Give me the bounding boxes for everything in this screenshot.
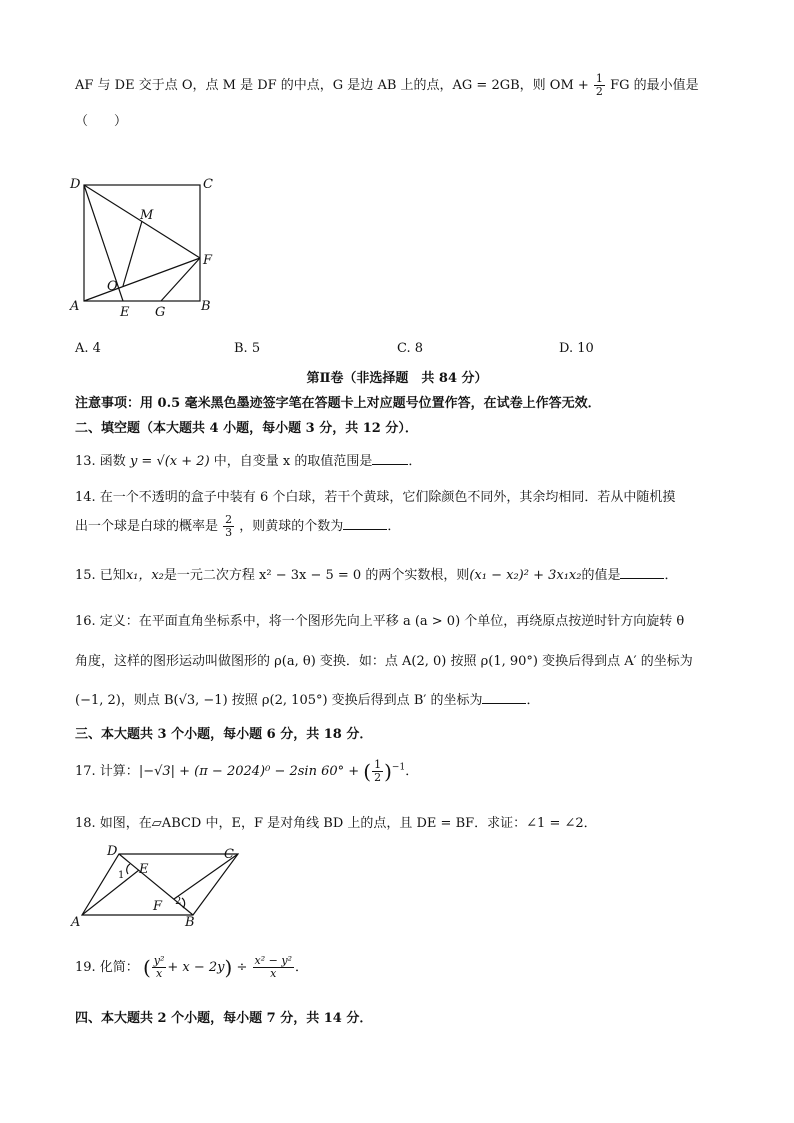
q12-stem-tail: FG 的最小值是 [610, 78, 699, 93]
q13-prefix: 13. 函数 [75, 454, 130, 469]
notice-text: 注意事项：用 0.5 毫米黑色墨迹签字笔在答题卡上对应题号位置作答，在试卷上作答无效． [75, 396, 601, 411]
q12-fraction [594, 73, 605, 98]
q19-f1-num: y² [153, 954, 165, 967]
q19-f2-num: x² − y² [254, 954, 292, 967]
q17-prefix: 17. 计算： [75, 764, 139, 779]
q13-blank[interactable] [372, 452, 408, 465]
q17-paren-close: ) [384, 759, 392, 784]
label-f: F [153, 899, 163, 914]
q19-f2-den: x [270, 967, 277, 980]
label-angle-1: 1 [118, 870, 125, 881]
q13-text: 中，自变量 x 的取值范围是 [209, 454, 373, 469]
q16-end: ． [526, 693, 540, 708]
part3-title: 三、本大题共 3 个小题，每小题 6 分，共 18 分． [75, 727, 373, 742]
q19-prefix: 19. 化简： [75, 960, 139, 975]
square-abcd [84, 185, 200, 301]
option-a[interactable]: A. 4 [75, 341, 101, 356]
label-a: A [70, 299, 80, 314]
q17-fraction [372, 759, 383, 784]
q18-line: 18. 如图，在▱ABCD 中，E，F 是对角线 BD 上的点，且 DE = BF．求证：∠1 = ∠2． [75, 816, 597, 831]
q12-square-figure [66, 172, 226, 322]
part2-title: 二、填空题（本大题共 4 小题，每小题 3 分，共 12 分）． [75, 421, 418, 436]
q13-line [75, 450, 421, 469]
q15-line [75, 564, 678, 583]
option-b[interactable]: B. 5 [234, 341, 261, 356]
q14-text: 出一个球是白球的概率是 [75, 519, 219, 534]
segment-ae [82, 870, 139, 915]
label-g: G [155, 305, 166, 320]
label-a: A [71, 915, 81, 930]
label-angle-2: 2 [175, 896, 182, 907]
q12-stem-line [75, 73, 699, 98]
q14-frac-den: 3 [225, 526, 233, 539]
segment-af [84, 258, 200, 301]
q14-blank[interactable] [343, 517, 387, 530]
q15-blank[interactable] [620, 566, 664, 579]
q16-text: (−1, 2)，则点 B(√3, −1) 按照 ρ(2, 105°) 变换后得到点 B′ 的坐标为 [75, 693, 483, 708]
section2-header: 第Ⅱ卷（非选择题 共 84 分） [306, 371, 488, 386]
q12-frac-den: 2 [595, 85, 603, 98]
q17-expression: |−√3| + (π − 2024)⁰ − 2sin 60° + [138, 764, 360, 779]
label-e: E [139, 862, 149, 877]
label-b: B [201, 299, 211, 314]
label-d: D [107, 844, 118, 859]
q17-frac-den: 2 [374, 771, 382, 784]
q19-fraction-2 [253, 955, 294, 980]
q12-frac-num: 1 [595, 72, 603, 85]
q14-end: ． [387, 519, 401, 534]
q14-fraction [223, 514, 234, 539]
q16-blank[interactable] [482, 691, 526, 704]
q18-parallelogram-figure [66, 842, 256, 930]
q14-text-post: ，则黄球的个数为 [239, 519, 344, 534]
q16-line2: 角度，这样的图形运动叫做图形的 ρ(a, θ) 变换．如：点 A(2, 0) 按照 ρ(1, 90°) 变换后得到点 A′ 的坐标为 [75, 654, 693, 669]
label-c: C [203, 177, 213, 192]
label-o: O [107, 279, 118, 294]
q17-frac-num: 1 [374, 758, 382, 771]
q19-fraction-1 [152, 955, 167, 980]
q19-middle: + x − 2y [167, 960, 225, 975]
q14-frac-num: 2 [225, 513, 233, 526]
option-c[interactable]: C. 8 [397, 341, 424, 356]
q14-line1: 14. 在一个不透明的盒子中装有 6 个白球，若干个黄球，它们除颜色不同外，其余均相同．若从中随机摸 [75, 490, 676, 505]
q15-vars: x₁，x₂ [125, 568, 164, 583]
q17-exponent: −1 [391, 762, 406, 773]
q17-line [75, 759, 418, 784]
q19-paren-close: ) [224, 955, 233, 980]
label-m: M [140, 208, 154, 223]
label-f: F [203, 253, 213, 268]
q13-end: ． [408, 454, 422, 469]
option-d[interactable]: D. 10 [559, 341, 594, 356]
q12-stem-text: AF 与 DE 交于点 O，点 M 是 DF 的中点，G 是边 AB 上的点，AG = 2GB，则 OM + [75, 78, 589, 93]
q15-end: ． [664, 568, 678, 583]
angle-1-arc [127, 864, 130, 874]
segment-fg [161, 258, 200, 301]
q17-end: ． [405, 764, 419, 779]
q14-line2 [75, 514, 400, 539]
q12-answer-paren: （ ） [75, 114, 128, 129]
label-e: E [120, 305, 130, 320]
segment-om [123, 221, 142, 286]
q19-line [75, 955, 308, 980]
label-b: B [185, 915, 195, 930]
q15-text-post: 的值是 [581, 568, 621, 583]
q15-text: 是一元二次方程 x² − 3x − 5 = 0 的两个实数根，则 [163, 568, 470, 583]
q16-line1: 16. 定义：在平面直角坐标系中，将一个图形先向上平移 a (a > 0) 个单位，再绕原点按逆时针方向旋转 θ [75, 614, 685, 629]
q19-f1-den: x [155, 967, 163, 980]
q15-expression: (x₁ − x₂)² + 3x₁x₂ [469, 568, 582, 583]
q17-paren-open: ( [363, 759, 372, 784]
q19-paren-open: ( [142, 955, 151, 980]
label-c: C [224, 847, 234, 862]
q19-divide: ÷ [236, 960, 248, 975]
q13-formula: y = √(x + 2) [129, 454, 210, 469]
q16-line3 [75, 689, 539, 708]
label-d: D [70, 177, 81, 192]
q19-end: ． [294, 960, 308, 975]
part4-title: 四、本大题共 2 个小题，每小题 7 分，共 14 分． [75, 1011, 373, 1026]
q15-prefix: 15. 已知 [75, 568, 126, 583]
